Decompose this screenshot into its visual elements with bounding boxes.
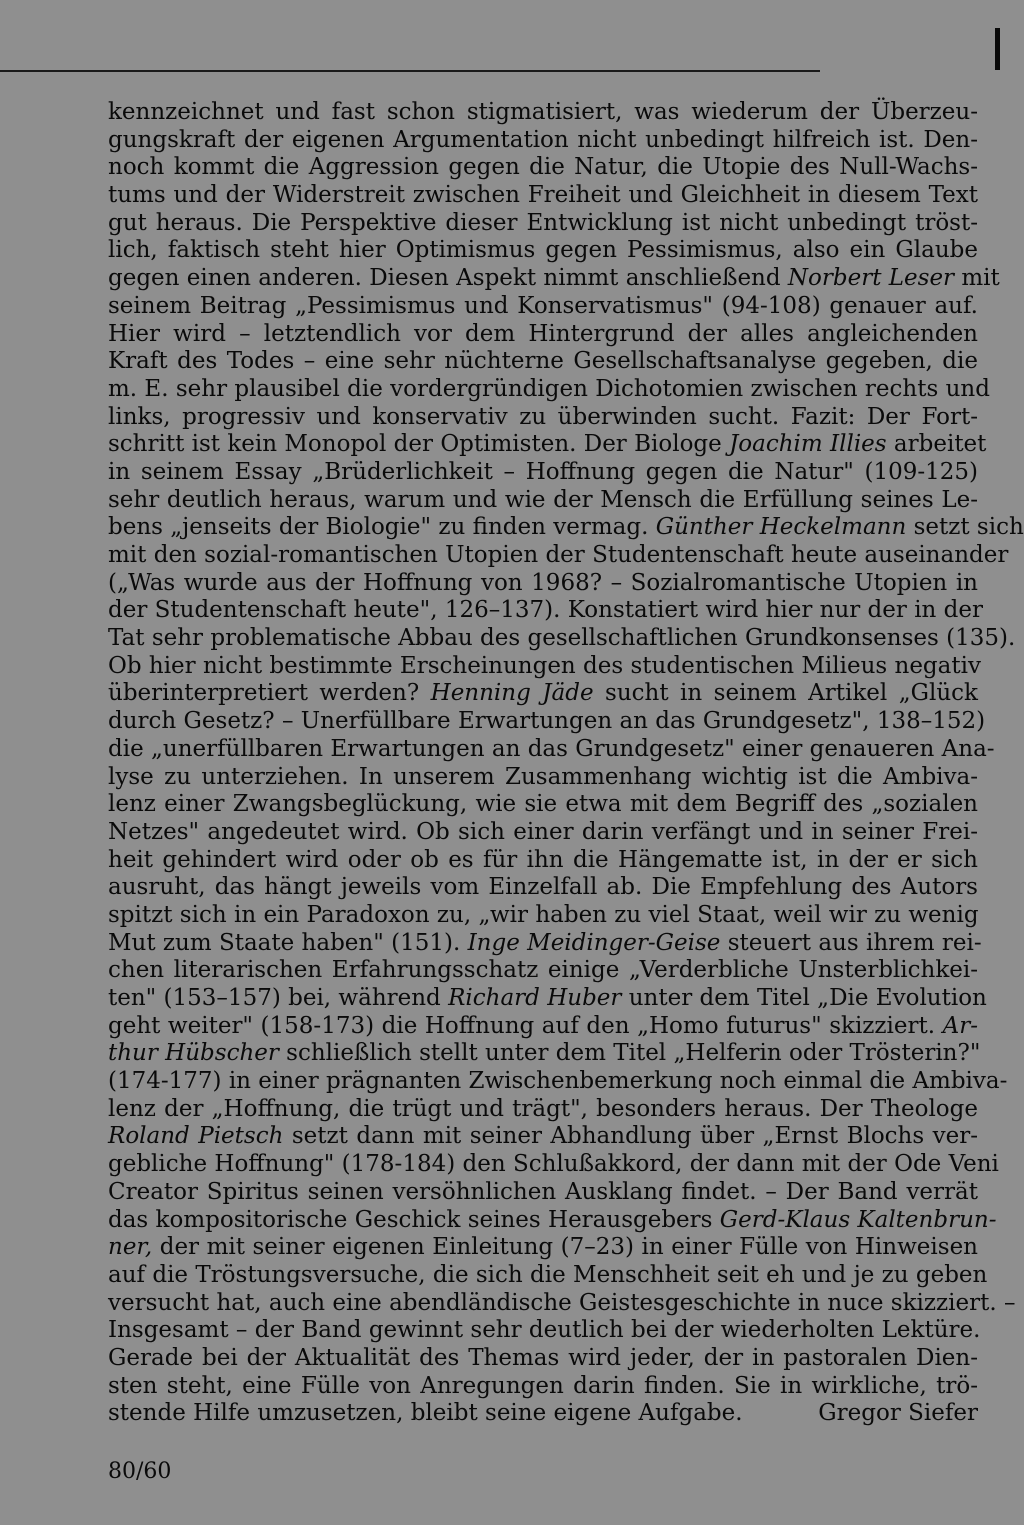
text-segment: lenz einer Zwangsbeglückung, wie sie etwa mit dem Begriff des „sozialen: [108, 791, 978, 818]
text-segment: m. E. sehr plausibel die vordergründigen Dichotomien zwischen rechts und: [108, 375, 990, 402]
text-line: [108, 902, 978, 930]
text-segment: Netzes" angedeutet wird. Ob sich einer darin verfängt und in seiner Frei-: [108, 818, 978, 845]
text-line: [108, 1151, 999, 1179]
text-line: [108, 625, 1016, 653]
text-line: [108, 1345, 978, 1373]
text-line: [108, 791, 978, 819]
text-segment: lich, faktisch steht hier Optimismus gegen Pessimismus, also ein Glaube: [108, 237, 978, 264]
text-segment: heit gehindert wird oder ob es für ihn die Hängematte ist, in der er sich: [108, 846, 978, 873]
text-line: [108, 321, 978, 349]
text-segment: mit den sozial-romantischen Utopien der Studentenschaft heute auseinander: [108, 542, 1009, 568]
person-name: Inge Meidinger-Geise: [467, 929, 721, 956]
text-line: [108, 1096, 978, 1124]
text-line: [108, 735, 995, 764]
text-line: [108, 459, 978, 487]
text-segment: Ob hier nicht bestimmte Erscheinungen des studentischen Milieus negativ: [108, 652, 981, 679]
text-segment: unter dem Titel „Die Evolution: [621, 985, 987, 1011]
text-line: [108, 570, 978, 598]
page-number: 80/60: [108, 1459, 172, 1484]
text-segment: noch kommt die Aggression gegen die Natur, die Utopie des Null-Wachs-: [108, 154, 978, 181]
text-segment: Gerade bei der Aktualität des Themas wird jeder, der in pastoralen Dien-: [108, 1344, 978, 1371]
text-segment: chen literarischen Erfahrungsschatz einige „Verderbliche Unsterblichkei-: [108, 957, 978, 984]
text-line: [108, 265, 1000, 293]
text-segment: seinem Beitrag „Pessimismus und Konservatismus" (94-108) genauer auf.: [108, 292, 978, 319]
text-segment: kennzeichnet und fast schon stigmatisiert, was wiederum der Überzeu-: [108, 99, 978, 125]
text-segment: schließlich stellt unter dem Titel „Helferin oder Trösterin?": [278, 1040, 981, 1067]
text-line: [108, 957, 978, 985]
text-line: [108, 764, 978, 792]
text-line: [108, 597, 984, 625]
text-line: [108, 847, 978, 875]
person-name: Gerd-Klaus Kaltenbrun-: [719, 1206, 997, 1233]
text-line: [108, 487, 978, 515]
page-edge-mark: [995, 28, 1000, 70]
text-segment: bens „jenseits der Biologie" zu finden vermag.: [108, 514, 656, 541]
text-segment: versucht hat, auch eine abendländische Geistesgeschichte in nuce skizziert. –: [108, 1289, 1016, 1316]
text-segment: gut heraus. Die Perspektive dieser Entwicklung ist nicht unbedingt tröst-: [108, 209, 978, 236]
review-author: Gregor Siefer: [818, 1400, 978, 1427]
top-rule: [0, 70, 820, 72]
text-segment: (174-177) in einer prägnanten Zwischenbemerkung noch einmal die Ambiva-: [108, 1068, 1008, 1095]
text-segment: gungskraft der eigenen Argumentation nicht unbedingt hilfreich ist. Den-: [108, 126, 978, 153]
text-segment: links, progressiv und konservativ zu überwinden sucht. Fazit: Der Fort-: [108, 403, 978, 430]
text-segment: der mit seiner eigenen Einleitung (7–23) in einer Fülle von Hinweisen: [152, 1234, 978, 1261]
text-segment: („Was wurde aus der Hoffnung von 1968? – Sozialromantische Utopien in: [108, 569, 978, 596]
text-segment: überinterpretiert werden?: [108, 680, 431, 707]
person-name: Norbert Leser: [787, 265, 955, 292]
text-segment: tums und der Widerstreit zwischen Freiheit und Gleichheit in diesem Text: [108, 182, 978, 209]
text-line: [108, 210, 978, 238]
text-line: [108, 1206, 997, 1235]
text-segment: Mut zum Staate haben" (151).: [108, 929, 468, 956]
text-line: [108, 1040, 981, 1068]
text-segment: setzt dann mit seiner Abhandlung über „Ernst Blochs ver-: [283, 1123, 979, 1150]
text-segment: sten steht, eine Fülle von Anregungen darin finden. Sie in wirkliche, trö-: [108, 1372, 978, 1399]
text-segment: der Studentenschaft heute", 126–137). Konstatiert wird hier nur der in der: [108, 597, 984, 624]
text-line: [108, 348, 978, 376]
text-segment: auf die Tröstungsversuche, die sich die Menschheit seit eh und je zu geben: [108, 1261, 988, 1288]
text-segment: arbeitet: [886, 431, 987, 458]
text-line: [108, 1261, 988, 1290]
text-line: [108, 127, 978, 155]
text-line: [108, 99, 978, 127]
text-line: [108, 1317, 981, 1345]
text-segment: in seinem Essay „Brüderlichkeit – Hoffnung gegen die Natur" (109-125): [108, 458, 978, 485]
text-line: [108, 929, 982, 958]
text-segment: spitzt sich in ein Paradoxon zu, „wir haben zu viel Staat, weil wir zu wenig: [108, 901, 979, 928]
text-segment: Kraft des Todes – eine sehr nüchterne Gesellschaftsanalyse gegeben, die: [108, 348, 978, 375]
text-segment: durch Gesetz? – Unerfüllbare Erwartungen an das Grundgesetz", 138–152): [108, 708, 986, 735]
final-line: [108, 1400, 978, 1428]
text-line: [108, 1289, 1016, 1318]
text-line: [108, 985, 987, 1013]
text-segment: lyse zu unterziehen. In unserem Zusammenhang wichtig ist die Ambiva-: [108, 763, 978, 790]
person-name: Henning Jäde: [430, 680, 594, 707]
text-line: [108, 1123, 978, 1151]
text-segment: gebliche Hoffnung" (178-184) den Schlußakkord, der dann mit der Ode Veni: [108, 1151, 999, 1178]
text-line: [108, 431, 987, 459]
text-segment: sehr deutlich heraus, warum und wie der Mensch die Erfüllung seines Le-: [108, 486, 978, 513]
text-segment: schritt ist kein Monopol der Optimisten. Der Biologe: [108, 431, 730, 458]
text-segment: das kompositorische Geschick seines Herausgebers: [108, 1206, 720, 1233]
text-line: [108, 182, 978, 210]
text-line: [108, 293, 978, 321]
text-line: [108, 1179, 978, 1207]
text-line: [108, 1068, 1008, 1096]
review-text: [108, 99, 1024, 1428]
text-line: [108, 652, 981, 681]
text-segment: Hier wird – letztendlich vor dem Hintergrund der alles angleichenden: [108, 320, 978, 347]
text-line: [108, 542, 1009, 570]
text-segment: Tat sehr problematische Abbau des gesellschaftlichen Grundkonsenses (135).: [108, 625, 1016, 652]
text-line: [108, 404, 978, 432]
person-name: Richard Huber: [448, 985, 622, 1011]
text-line: [108, 514, 1024, 542]
text-line: [108, 154, 978, 182]
text-line: [108, 874, 978, 902]
text-line: [108, 375, 990, 404]
text-segment: setzt sich: [906, 514, 1024, 541]
text-segment: ten" (153–157) bei, während: [108, 985, 449, 1011]
text-segment: die „unerfüllbaren Erwartungen an das Grundgesetz" einer genaueren Ana-: [108, 735, 995, 762]
text-segment: mit: [954, 265, 1000, 292]
text-line: [108, 819, 978, 847]
text-line: [108, 1234, 978, 1262]
text-segment: gegen einen anderen. Diesen Aspekt nimmt anschließend: [108, 265, 788, 292]
text-line: [108, 680, 978, 708]
person-name: Günther Heckelmann: [655, 514, 907, 541]
person-name: ner,: [108, 1234, 153, 1261]
text-segment: Insgesamt – der Band gewinnt sehr deutlich bei der wiederholten Lektüre.: [108, 1317, 981, 1344]
text-line: [108, 1013, 978, 1041]
person-name: thur Hübscher: [108, 1040, 279, 1067]
text-line: [108, 237, 978, 265]
text-segment: lenz der „Hoffnung, die trügt und trägt", besonders heraus. Der Theologe: [108, 1095, 978, 1122]
text-segment: steuert aus ihrem rei-: [720, 929, 982, 956]
text-line: [108, 708, 986, 736]
text-segment: Creator Spiritus seinen versöhnlichen Ausklang findet. – Der Band verrät: [108, 1178, 978, 1205]
text-segment: stende Hilfe umzusetzen, bleibt seine eigene Aufgabe.: [108, 1400, 743, 1427]
text-segment: ausruht, das hängt jeweils vom Einzelfall ab. Die Empfehlung des Autors: [108, 874, 978, 901]
text-segment: geht weiter" (158-173) die Hoffnung auf den „Homo futurus" skizziert.: [108, 1012, 943, 1039]
text-segment: sucht in seinem Artikel „Glück: [593, 680, 978, 707]
text-line: [108, 1373, 978, 1401]
person-name: Joachim Illies: [729, 431, 887, 458]
person-name: Ar-: [942, 1012, 978, 1039]
person-name: Roland Pietsch: [108, 1123, 284, 1150]
